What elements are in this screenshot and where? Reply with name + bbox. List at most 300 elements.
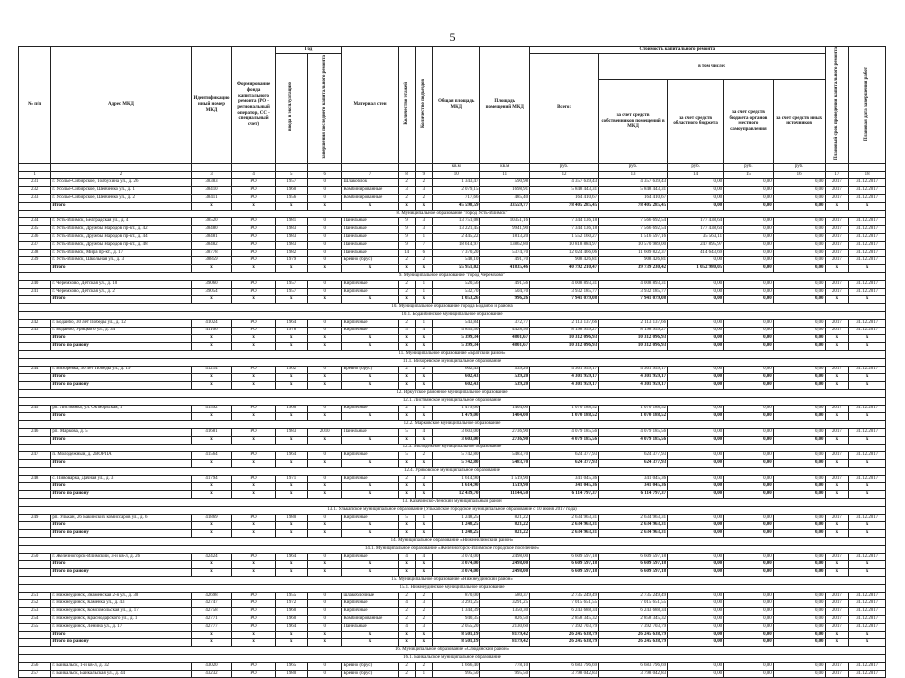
cell-local: 0,00 [724,335,774,343]
cell-regional: 0,00 [668,413,724,421]
cell-owners: 2 113 137,66 [599,319,668,327]
cell-local: 0,00 [724,405,774,413]
cell-overhaul-year: х [307,265,342,273]
cell-id: х [191,374,232,382]
cell-commission-year: 1964 [275,452,307,460]
cell-no [19,335,51,343]
cell-plan-date: 31.12.2017 [849,662,886,670]
cell-overhaul-year: х [307,561,342,569]
cell-entrances: х [415,374,432,382]
cell-regional: 0,00 [668,522,724,530]
cell-no [19,296,51,304]
cell-fund: х [232,265,275,273]
cell-entrances: 2 [415,179,432,187]
cell-walls: Комбинированные [342,616,398,624]
cell-floors: 2 [398,475,415,483]
cell-address: г. Усолье-Сибирское, Толбухина ул., д. 26 [51,179,191,187]
cell-plan-year: 2017 [825,257,849,265]
cell-plan-date: 31.12.2017 [849,226,886,234]
cell-no [19,491,51,499]
cell-address: Итого [51,460,191,468]
cell-overhaul-year: х [307,335,342,343]
cell-fund: РО [232,288,275,296]
cell-other: 0,00 [773,561,825,569]
cell-owners: 3 798 042,83 [599,670,668,678]
cell-floors: 4 [398,600,415,608]
cell-floors: х [398,202,415,210]
cell-plan-year: 2017 [825,233,849,241]
cell-owners: 4 079 185,56 [599,428,668,436]
cell-overhaul-year: х [307,522,342,530]
cell-plan-year: 2017 [825,553,849,561]
cell-regional: 0,00 [668,670,724,678]
cell-plan-year: 2017 [825,670,849,678]
cell-plan-date: х [849,374,886,382]
cell-cost-total: 908 426,81 [530,257,599,265]
cell-cost-total: 2 113 137,66 [530,319,599,327]
cell-address: Итого [51,483,191,491]
cell-cost-total: 12 024 466,06 [530,249,599,257]
table-header [19,47,886,172]
cell-floors: х [398,491,415,499]
table-row [19,452,886,460]
cell-commission-year: 1960 [275,616,307,624]
cell-regional: 0,00 [668,428,724,436]
cell-commission-year: 1983 [275,428,307,436]
cell-area-premises: 996,26 [480,296,530,304]
cell-owners: 39 739 230,42 [599,265,668,273]
cell-overhaul-year: 0 [307,327,342,335]
cell-regional: 0,00 [668,483,724,491]
cell-plan-year: 2017 [825,592,849,600]
cell-plan-year: 2017 [825,608,849,616]
cell-no [19,631,51,639]
cell-entrances: 1 [415,233,432,241]
cell-owners: 10 312 096,93 [599,335,668,343]
cell-commission-year: 1982 [275,249,307,257]
cell-no: 250 [19,553,51,561]
cell-floors: 5 [398,327,415,335]
cell-regional: 0,00 [668,475,724,483]
cell-owners: 4 301 959,17 [599,374,668,382]
cell-overhaul-year: х [307,639,342,647]
cell-walls: х [342,202,398,210]
cell-area-premises: 995,50 [480,670,530,678]
cell-entrances: х [415,483,432,491]
cell-local: 0,00 [724,670,774,678]
cell-address: Итого [51,374,191,382]
cell-floors: 2 [398,608,415,616]
cell-address: Итого по району [51,530,191,538]
cell-fund: РО [232,623,275,631]
cell-address: Итого [51,522,191,530]
cell-overhaul-year: 0 [307,600,342,608]
cell-local: 0,00 [724,569,774,577]
cell-owners: 2 634 963,31 [599,514,668,522]
cell-area-total: 13 221,45 [433,226,480,234]
cell-entrances: х [415,382,432,390]
cell-cost-total: 3 798 042,83 [530,670,599,678]
cell-plan-date: 31.12.2017 [849,319,886,327]
cell-entrances: х [415,569,432,577]
cell-plan-date: х [849,335,886,343]
section-title: 16. Муниципальное образование «Слюдянский район» [19,647,886,655]
cell-entrances: х [415,491,432,499]
cell-floors: х [398,413,415,421]
cell-area-total: 5 742,80 [433,460,480,468]
cell-area-premises: 1404,00 [480,413,530,421]
cell-local: 0,00 [724,343,774,351]
cell-cost-total: 2 634 963,31 [530,522,599,530]
cell-floors: 9 [398,241,415,249]
cell-fund: х [232,569,275,577]
cell-regional: 0,00 [668,405,724,413]
section-title: 10.1. Бодайбинское муниципальное образование [19,311,886,319]
cell-fund: х [232,335,275,343]
total-row [19,561,886,569]
cell-floors: х [398,522,415,530]
cell-area-total: 18 614,97 [433,241,480,249]
cell-plan-date: 31.12.2017 [849,616,886,624]
cell-floors: 5 [398,452,415,460]
cell-id: 41024 [191,319,232,327]
cell-commission-year: 1965 [275,662,307,670]
cell-walls: х [342,483,398,491]
table-row [19,608,886,616]
cell-fund: х [232,639,275,647]
cell-other: 0,00 [773,522,825,530]
cell-plan-year: х [825,436,849,444]
cell-id: х [191,335,232,343]
cell-entrances: 4 [415,553,432,561]
cell-area-total: 45 598,59 [433,202,480,210]
cell-no [19,265,51,273]
cell-regional: 0,00 [668,202,724,210]
cell-area-total: 1 479,00 [433,413,480,421]
cell-id: х [191,460,232,468]
cell-commission-year: 1980 [275,514,307,522]
cell-regional: 0,00 [668,257,724,265]
table-row [19,195,886,203]
cell-local: 0,00 [724,374,774,382]
cell-owners: 1 070 188,52 [599,405,668,413]
cell-entrances: 6 [415,249,432,257]
cell-commission-year: 1980 [275,670,307,678]
cell-entrances: 3 [415,218,432,226]
cell-entrances: 1 [415,405,432,413]
table-row [19,553,886,561]
cell-area-total: 1 248,25 [433,530,480,538]
table-row [19,218,886,226]
cell-local: 0,00 [724,265,774,273]
cell-plan-date: х [849,460,886,468]
total-row [19,460,886,468]
cell-local: 0,00 [724,436,774,444]
table-row [19,405,886,413]
cell-owners: 6 683 796,69 [599,662,668,670]
cell-fund: РО [232,514,275,522]
cell-id: 42698 [191,592,232,600]
cell-floors: 9 [398,233,415,241]
cell-id: 38411 [191,195,232,203]
section-header-row [19,304,886,312]
cell-plan-year: х [825,296,849,304]
cell-area-premises: 5483,70 [480,460,530,468]
cell-local: 0,00 [724,639,774,647]
table-row [19,600,886,608]
cell-fund: РО [232,249,275,257]
section-title: 14. Муниципальное образование «Нижнеилимский район» [19,538,886,546]
cell-area-total: 2 055,20 [433,623,480,631]
cell-area-total: 543,84 [433,319,480,327]
cell-address: г. Нижнеудинск, Комсомольская ул., д. 17 [51,608,191,616]
cell-cost-total: 1 070 188,52 [530,413,599,421]
cell-area-total: 2 445,22 [433,233,480,241]
cell-no: 254 [19,616,51,624]
cell-owners: 1 516 597,16 [599,233,668,241]
cell-commission-year: 1957 [275,179,307,187]
cell-other: 0,00 [773,452,825,460]
cell-floors: 2 [398,592,415,600]
cell-regional: 0,00 [668,608,724,616]
header-commission: ввода в эксплуатацию [275,53,307,163]
cell-cost-total: 7 344 136,18 [530,226,599,234]
cell-walls: Кирпичные [342,288,398,296]
cell-plan-date: х [849,202,886,210]
header-year-group: Год [275,47,342,54]
cell-other: 0,00 [773,592,825,600]
cell-no: 246 [19,428,51,436]
column-index-cell: 4 [232,171,275,179]
cell-owners: 7 941 079,08 [599,296,668,304]
section-title: 11. Муниципальное образование «Братский район» [19,350,886,358]
cell-plan-date: 31.12.2017 [849,288,886,296]
cell-area-total: 548,10 [433,257,480,265]
cell-area-total: 2 079,15 [433,187,480,195]
cell-entrances: 2 [415,616,432,624]
cell-regional: 0,00 [668,553,724,561]
header-entrances: Количество подъездов [415,47,432,164]
cell-plan-date: 31.12.2017 [849,233,886,241]
cell-floors: 2 [398,405,415,413]
cell-fund: х [232,296,275,304]
cell-entrances: 2 [415,592,432,600]
cell-owners: 10 312 096,93 [599,343,668,351]
cell-cost-total: 6 683 796,69 [530,662,599,670]
cell-walls: Комбинированные [342,187,398,195]
cell-regional: 0,00 [668,280,724,288]
total-row [19,413,886,421]
cell-id: х [191,343,232,351]
cell-plan-year: 2017 [825,249,849,257]
cell-plan-date: х [849,382,886,390]
cell-area-total: 12 439,70 [433,491,480,499]
cell-walls: Кирпичные [342,405,398,413]
cell-cost-total: 4 079 185,56 [530,436,599,444]
cell-walls: Панельные [342,226,398,234]
section-header-row [19,577,886,585]
cell-no [19,413,51,421]
cell-local: 0,00 [724,382,774,390]
cell-area-total: 3 291,25 [433,600,480,608]
cell-owners: 6 243 688,34 [599,608,668,616]
cell-address: г. Усть-Илимск, Дружбы Народов пр-кт., д. 42 [51,226,191,234]
header-walls: Материал стен [342,47,398,164]
cell-plan-year: х [825,483,849,491]
cell-area-premises: 491,70 [480,257,530,265]
cell-id: х [191,296,232,304]
cell-regional: 0,00 [668,631,724,639]
cell-overhaul-year: х [307,343,342,351]
cell-id: 42771 [191,616,232,624]
cell-entrances: 4 [415,327,432,335]
cell-local: 0,00 [724,296,774,304]
cell-entrances: 7 [415,241,432,249]
cell-floors: х [398,343,415,351]
cell-no: 248 [19,475,51,483]
cell-cost-total: 624 377,93 [530,452,599,460]
cell-local: 0,00 [724,280,774,288]
cell-address: Итого [51,202,191,210]
cell-address: Итого по району [51,639,191,647]
cell-commission-year: х [275,639,307,647]
section-header-row [19,499,886,507]
cell-regional: 0,00 [668,366,724,374]
cell-commission-year: х [275,296,307,304]
cell-id: 38520 [191,218,232,226]
cell-fund: х [232,460,275,468]
cell-area-total: 995,50 [433,670,480,678]
cell-no: 241 [19,288,51,296]
cell-cost-total: 341 045,36 [530,483,599,491]
cell-walls: Кирпичные [342,327,398,335]
cell-other: 0,00 [773,382,825,390]
cell-cost-total: 7 344 136,18 [530,218,599,226]
cell-other: 0,00 [773,280,825,288]
cell-floors: 2 [398,616,415,624]
cell-commission-year: 1960 [275,187,307,195]
cell-id: 38778 [191,249,232,257]
cell-area-total: 1 343,47 [433,179,480,187]
cell-local: 0,00 [724,608,774,616]
cell-floors: 2 [398,288,415,296]
table-row [19,226,886,234]
cell-owners: 8 198 959,27 [599,327,668,335]
cell-commission-year: х [275,530,307,538]
cell-overhaul-year: 0 [307,187,342,195]
cell-commission-year: 1960 [275,608,307,616]
cell-local: 0,00 [724,226,774,234]
cell-fund: РО [232,475,275,483]
cell-no [19,561,51,569]
cell-cost-total: 1 070 188,52 [530,405,599,413]
cell-fund: х [232,343,275,351]
cell-no: 240 [19,280,51,288]
cell-plan-year: 2017 [825,327,849,335]
cell-regional: 0,00 [668,662,724,670]
cell-id: 39060 [191,280,232,288]
cell-plan-year: х [825,202,849,210]
cell-commission-year: х [275,569,307,577]
cell-entrances: 1 [415,288,432,296]
total-row [19,382,886,390]
cell-entrances: х [415,335,432,343]
cell-cost-total: 6 609 597,18 [530,569,599,577]
cell-id: 42758 [191,608,232,616]
cell-area-premises: 2130,60 [480,623,530,631]
cell-fund: РО [232,233,275,241]
section-title: 8. Муниципальное образование "город Усть-Илимск" [19,210,886,218]
cell-floors: х [398,639,415,647]
unit-regional: руб. [668,163,724,171]
cell-overhaul-year: 0 [307,249,342,257]
section-header-row [19,538,886,546]
cell-local: 0,00 [724,522,774,530]
cell-id: 41214 [191,366,232,374]
cell-fund: РО [232,608,275,616]
cell-cost-total: 2 735 249,49 [530,592,599,600]
cell-no [19,460,51,468]
cell-other: 0,00 [773,460,825,468]
header-plan-year: Плановый срок проведения капитального ремонта [825,47,849,164]
section-header-row [19,655,886,663]
cell-overhaul-year: 0 [307,218,342,226]
cell-other: 0,00 [773,608,825,616]
cell-address: г. Усть-Илимск, Школьная ул., д. 3 [51,257,191,265]
cell-walls: Кирпичные [342,452,398,460]
section-title: 11.1. Вихоревское муниципальное образование [19,358,886,366]
cell-id: 41681 [191,428,232,436]
cell-area-premises: 4801,67 [480,335,530,343]
column-index-cell: 1 [19,171,51,179]
cell-other: 0,00 [773,288,825,296]
cell-regional: 0,00 [668,187,724,195]
cell-fund: РО [232,241,275,249]
cell-local: 0,00 [724,413,774,421]
cell-owners: 3 932 185,77 [599,288,668,296]
cell-owners: 4 008 893,31 [599,280,668,288]
cell-walls: х [342,374,398,382]
total-row [19,343,886,351]
cell-local: 0,00 [724,600,774,608]
cell-other: 0,00 [773,530,825,538]
cell-cost-total: 2 858 345,32 [530,616,599,624]
cell-no: 249 [19,514,51,522]
cell-other: 0,00 [773,241,825,249]
cell-no [19,202,51,210]
cell-area-premises: 1350,30 [480,608,530,616]
cell-plan-year: х [825,561,849,569]
cell-floors: 9 [398,218,415,226]
cell-no: 233 [19,195,51,203]
cell-id: х [191,265,232,273]
cell-plan-year: 2017 [825,179,849,187]
cell-floors: х [398,631,415,639]
cell-walls: х [342,522,398,530]
cell-plan-date: х [849,491,886,499]
cell-id: 42777 [191,623,232,631]
cell-owners: 4 301 959,17 [599,382,668,390]
unit-cost-total: руб. [530,163,599,171]
cell-entrances: х [415,631,432,639]
cell-walls: Комбинированные [342,195,398,203]
header-plan-date: Плановая дата завершения работ [849,47,886,164]
cell-area-total: 1 053,26 [433,296,480,304]
cell-id: 38410 [191,187,232,195]
section-header-row [19,584,886,592]
total-row [19,483,886,491]
cell-overhaul-year: 0 [307,179,342,187]
